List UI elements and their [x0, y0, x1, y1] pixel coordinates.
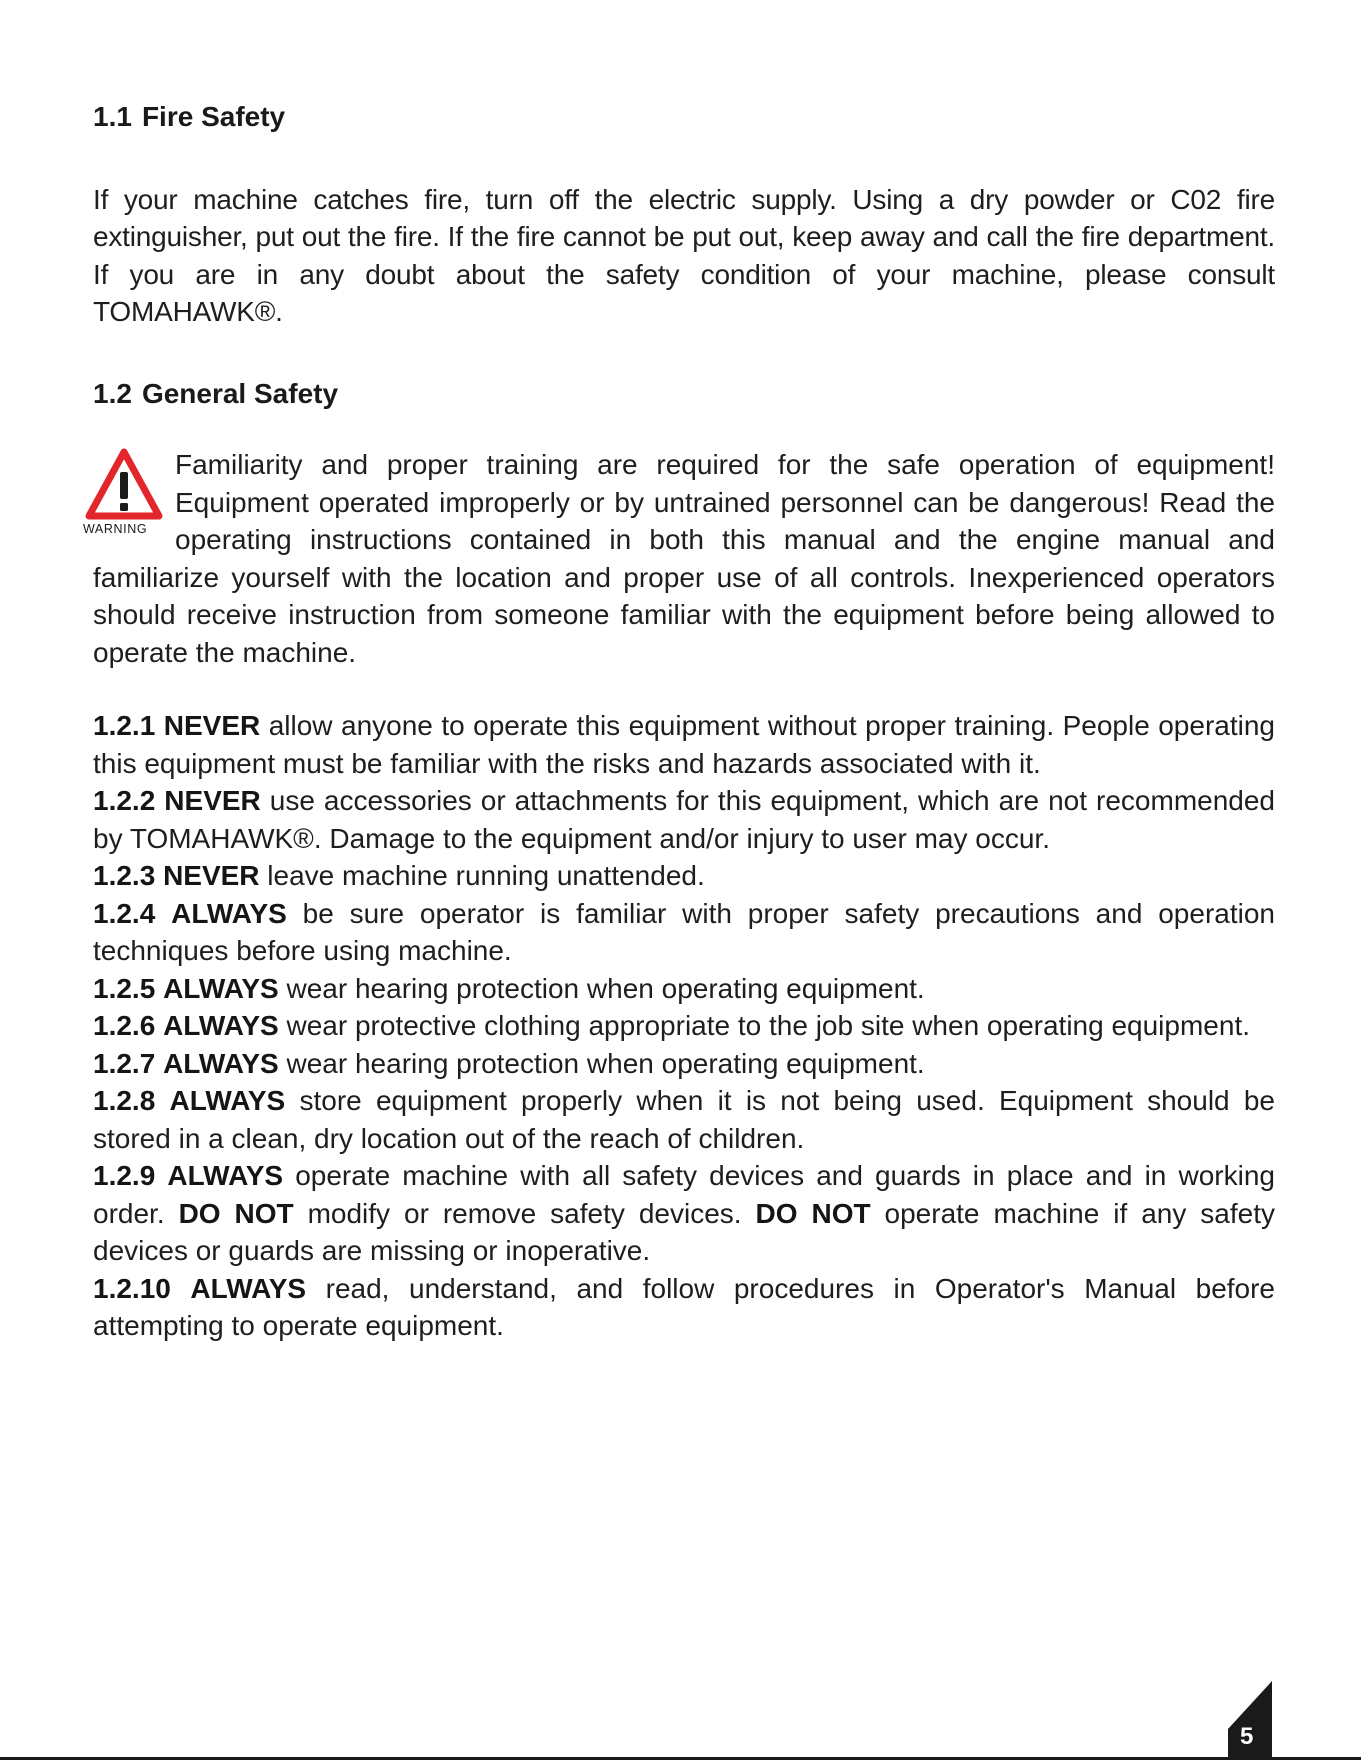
rule-text: read, understand, and follow procedures in Operator's Manual before attempting to operate equipment. — [93, 1272, 1276, 1342]
rule-text: store equipment properly when it is not being used. Equipment should be stored in a clean, dry location out of the reach of children. — [93, 1085, 1276, 1154]
rule-keyword: ALWAYS — [171, 897, 287, 929]
warning-label: WARNING — [83, 522, 148, 537]
rule-keyword: NEVER — [163, 860, 260, 892]
safety-rule-item — [93, 1082, 1275, 1157]
rule-number: 1.2.7 — [93, 1047, 156, 1079]
bottom-rule — [0, 1757, 1361, 1760]
section-title: Fire Safety — [141, 101, 286, 132]
rule-text: allow anyone to operate this equipment without proper training. People operating this equipment must be familiar with the risks and hazards associated with it. — [93, 710, 1275, 779]
rule-number: 1.2.2 — [93, 785, 156, 817]
safety-rule-item — [93, 857, 1275, 895]
page-number: 5 — [1240, 1723, 1254, 1750]
rule-text: be sure operator is familiar with proper safety precautions and operation techniques before using machine. — [93, 897, 1275, 967]
warning-triangle-icon — [83, 446, 165, 546]
rule-keyword: DO NOT — [178, 1197, 294, 1229]
rule-number: 1.2.9 — [93, 1160, 156, 1192]
general-safety-intro: Familiarity and proper training are required for the safe operation of equipment! Equipment operated improperly or by untrained personnel can be dangerous! Read the operating instructions contained in both this manual and the engine manual and familiarize yourself with the location and proper use of all controls. Inexperienced operators should receive instruction from someone familiar with the equipment before being allowed to operate the machine. — [93, 449, 1275, 668]
rule-keyword: ALWAYS — [190, 1272, 307, 1304]
safety-rule-item — [93, 970, 1275, 1008]
rule-text: wear hearing protection when operating equipment. — [278, 1047, 925, 1079]
rule-keyword: ALWAYS — [163, 1047, 279, 1079]
rule-keyword: DO NOT — [755, 1197, 871, 1229]
rule-text: wear hearing protection when operating equipment. — [278, 972, 925, 1004]
warning-block — [83, 446, 1275, 671]
rule-number: 1.2.5 — [93, 972, 156, 1004]
safety-rule-item — [93, 1270, 1275, 1345]
rule-text: wear protective clothing appropriate to the job site when operating equipment. — [278, 1010, 1250, 1042]
rule-number: 1.2.3 — [93, 860, 156, 892]
rule-number: 1.2.8 — [93, 1085, 156, 1117]
section-heading-general-safety — [93, 377, 1275, 411]
rule-number: 1.2.1 — [93, 710, 156, 742]
section-title: General Safety — [141, 377, 339, 409]
safety-rule-item — [93, 1045, 1275, 1083]
rule-keyword: ALWAYS — [163, 1010, 279, 1042]
rule-number: 1.2.6 — [93, 1010, 156, 1042]
rule-keyword: NEVER — [163, 710, 261, 742]
rule-keyword: ALWAYS — [167, 1160, 284, 1192]
safety-rules-list — [93, 707, 1275, 1345]
rule-keyword: ALWAYS — [163, 972, 279, 1004]
rule-text: modify or remove safety devices. — [293, 1197, 756, 1229]
safety-rule-item — [93, 1157, 1275, 1270]
rule-text: operate machine with all safety devices and guards in place and in working order. — [93, 1160, 1275, 1229]
section-number: 1.2 — [93, 377, 132, 409]
rule-text: use accessories or attachments for this equipment, which are not recommended by TOMAHAWK®. Damage to the equipment and/or injury to user may occur. — [93, 785, 1275, 854]
rule-text: leave machine running unattended. — [259, 860, 705, 892]
safety-rule-item — [93, 707, 1275, 782]
rule-number: 1.2.4 — [93, 897, 156, 929]
rule-text: operate machine if any safety devices or guards are missing or inoperative. — [93, 1197, 1275, 1267]
rule-number: 1.2.10 — [93, 1272, 171, 1304]
section-heading-fire-safety — [93, 100, 1275, 134]
rule-keyword: ALWAYS — [169, 1085, 286, 1117]
fire-safety-paragraph: If your machine catches fire, turn off the electric supply. Using a dry powder or C02 fire extinguisher, put out the fire. If the fire cannot be put out, keep away and call the fire department. If you are in any doubt about the safety condition of your machine, please consult TOMAHAWK®. — [93, 183, 1275, 328]
safety-rule-item — [93, 782, 1275, 857]
safety-rule-item — [93, 1007, 1275, 1045]
rule-keyword: NEVER — [164, 785, 261, 817]
safety-rule-item — [93, 895, 1275, 970]
manual-page — [83, 100, 1276, 1345]
section-number: 1.1 — [93, 101, 132, 132]
